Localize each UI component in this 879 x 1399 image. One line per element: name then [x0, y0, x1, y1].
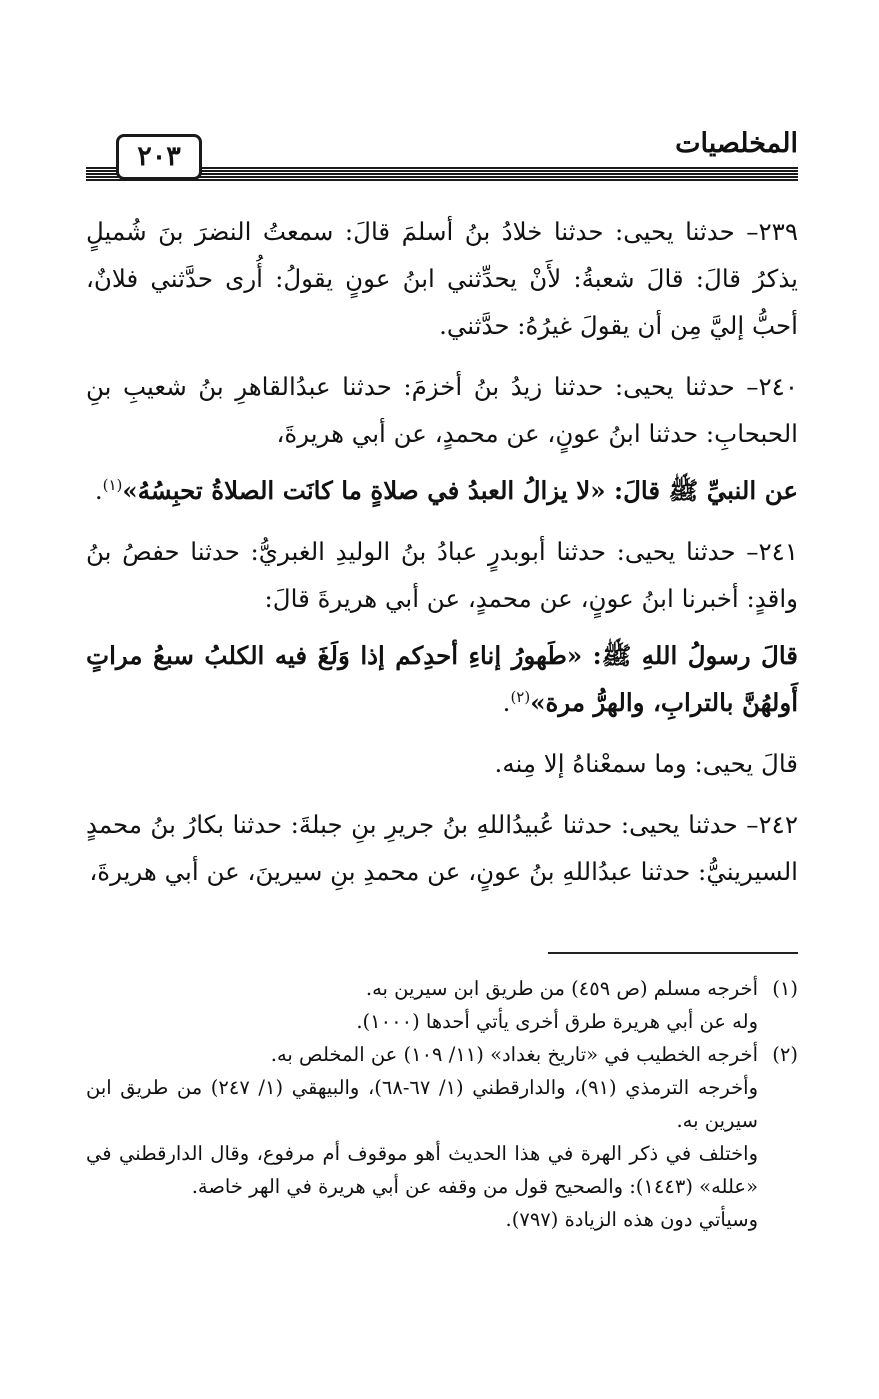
book-title: المخلصيات [675, 128, 798, 159]
hadith-240-text: عن النبيِّ ﷺ قالَ: «لا يزالُ العبدُ في صلاةٍ ما كانَت الصلاةُ تحبِسُهُ» [122, 476, 798, 505]
footnote-line: وسيأتي دون هذه الزيادة (٧٩٧). [505, 1208, 758, 1231]
hadith-241-text: قالَ رسولُ اللهِ ﷺ: «طَهورُ إناءِ أحدِكم إذا وَلَغَ فيه الكلبُ سبعُ مراتٍ أَولهُنَّ بالترابِ، والهرُّ مرة» [86, 641, 798, 717]
hadith-241-isnad: ٢٤١– حدثنا يحيى: حدثنا أبوبدرٍ عبادُ بنُ الوليدِ الغبريُّ: حدثنا حفصُ بنُ واقدٍ: أخبرنا ابنُ عونٍ، عن محمدٍ، عن أبي هريرةَ قالَ: [86, 537, 798, 613]
main-text [86, 208, 798, 909]
footnote-line: وله عن أبي هريرة طرق أخرى يأتي أحدها (١٠٠٠). [356, 1010, 758, 1033]
hadith-241-note: قالَ يحيى: وما سمعْناهُ إلا مِنه. [494, 749, 798, 778]
footnote-ref-1[interactable]: (١) [102, 475, 123, 494]
footnote-line: وأخرجه الترمذي (٩١)، والدارقطني (١/ ٦٧-٦٨)، والبيهقي (١/ ٢٤٧) من طريق ابن سيرين به. [86, 1076, 758, 1132]
footnote-ref-2[interactable]: (٢) [510, 687, 531, 706]
footnote-2 [86, 1038, 798, 1071]
hadith-239: ٢٣٩– حدثنا يحيى: حدثنا خلادُ بنُ أسلمَ قالَ: سمعتُ النضرَ بنَ شُميلٍ يذكرُ قالَ: قالَ شعبةُ: لأَنْ يحدِّثني ابنُ عونٍ يقولُ: أُرى حدَّثني فلانٌ، أحبُّ إليَّ مِن أن يقولَ غيرُهُ: حدَّثني. [86, 217, 798, 340]
hadith-241-matn: قالَ رسولُ اللهِ ﷺ: «طَهورُ إناءِ أحدِكم إذا وَلَغَ فيه الكلبُ سبعُ مراتٍ أَولهُنَّ بالترابِ، والهرُّ مرة»$^{(٢)}$. [86, 641, 798, 717]
page-number: ٢٠٣ [116, 134, 202, 180]
footnote-line: أخرجه الخطيب في «تاريخ بغداد» (١١/ ١٠٩) عن المخلص به. [270, 1043, 758, 1066]
footnote-line: واختلف في ذكر الهرة في هذا الحديث أهو موقوف أم مرفوع، وقال الدارقطني في «علله» (١٤٤٣): والصحيح قول من وقفه عن أبي هريرة في الهر خاصة. [86, 1142, 758, 1198]
footnotes [86, 972, 798, 1236]
footnote-number: (٢) [772, 1043, 798, 1066]
hadith-240-matn: عن النبيِّ ﷺ قالَ: «لا يزالُ العبدُ في صلاةٍ ما كانَت الصلاةُ تحبِسُهُ»$^{(١)}$. [94, 475, 798, 505]
footnote-1 [86, 972, 798, 1005]
hadith-240-isnad: ٢٤٠– حدثنا يحيى: حدثنا زيدُ بنُ أخزمَ: حدثنا عبدُالقاهرِ بنُ شعيبِ بنِ الحبحابِ: حدثنا ابنُ عونٍ، عن محمدٍ، عن أبي هريرةَ، [86, 372, 798, 448]
footnote-number: (١) [772, 977, 798, 1000]
footnote-separator [548, 952, 798, 954]
running-header [86, 122, 798, 192]
hadith-242: ٢٤٢– حدثنا يحيى: حدثنا عُبيدُاللهِ بنُ جريرِ بنِ جبلةَ: حدثنا بكارُ بنُ محمدٍ السيرينيُّ: حدثنا عبدُاللهِ بنُ عونٍ، عن محمدِ بنِ سيرينَ، عن أبي هريرةَ، [86, 810, 798, 886]
footnote-line: أخرجه مسلم (ص ٤٥٩) من طريق ابن سيرين به. [365, 977, 758, 1000]
